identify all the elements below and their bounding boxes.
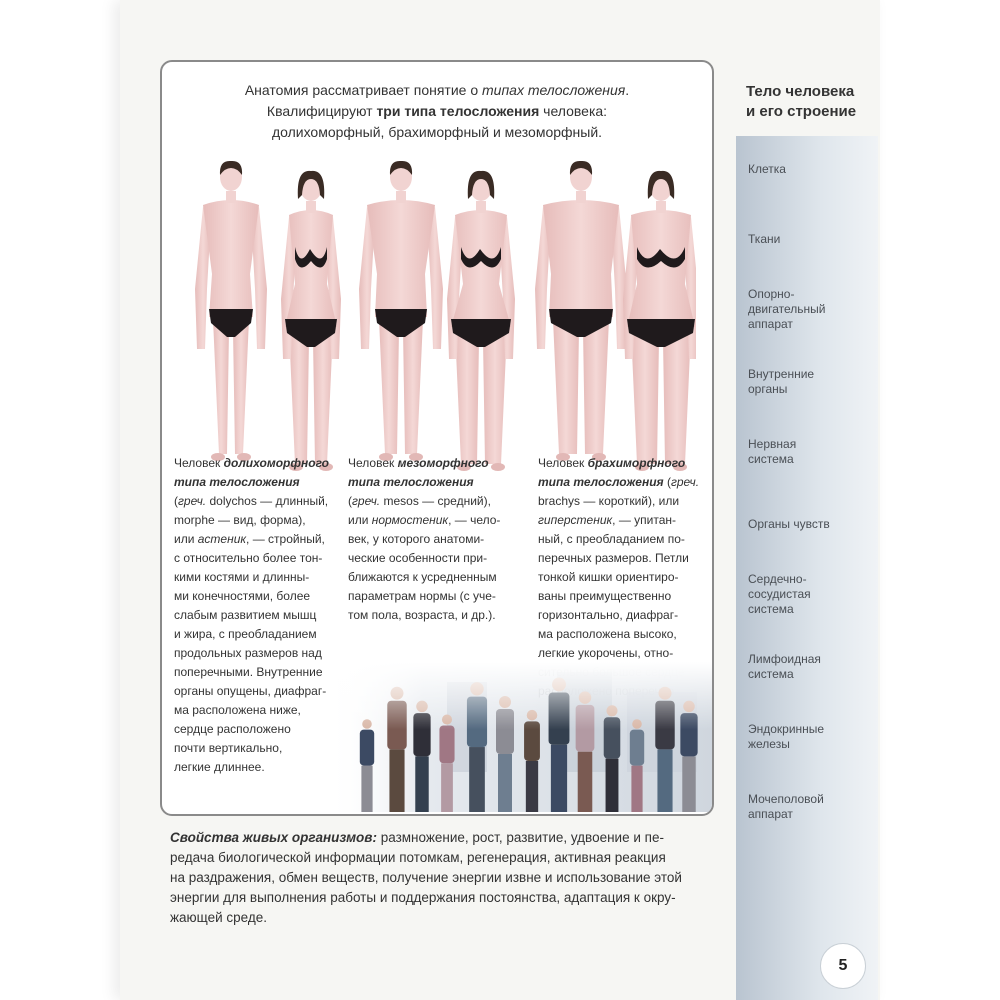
sidebar-item-label: Сердечно- bbox=[748, 572, 807, 586]
sidebar-item-label: Нервная bbox=[748, 437, 797, 451]
sidebar-item-label: двигательный bbox=[748, 302, 826, 316]
mesomorph-description: Человек мезоморфного типа телосложения (греч. mesos — средний), или нормостеник, — чело- век, у которого анатоми- ческие особенности при- ближаются к усредненным параметрам нормы (с уче- том пола, возраста, и др.). bbox=[348, 456, 501, 622]
page-number: 5 bbox=[820, 943, 866, 989]
sidebar-item-8[interactable] bbox=[748, 652, 868, 682]
male-figure bbox=[195, 161, 267, 461]
sidebar-item-9[interactable] bbox=[748, 722, 868, 752]
chapter-sidebar bbox=[736, 136, 878, 1000]
sidebar-item-label: система bbox=[748, 667, 794, 681]
sidebar-item-label: система bbox=[748, 452, 794, 466]
female-figure bbox=[623, 171, 696, 471]
sidebar-item-label: Лимфоидная bbox=[748, 652, 821, 666]
section-title: Тело человека и его строение bbox=[746, 83, 857, 120]
male-figure bbox=[535, 161, 627, 461]
sidebar-item-label: железы bbox=[748, 737, 790, 751]
sidebar-item-2[interactable] bbox=[748, 232, 868, 247]
sidebar-item-label: Мочеполовой bbox=[748, 792, 824, 806]
sidebar-item-7[interactable] bbox=[748, 572, 868, 617]
dolichomorph-description: Человек долихоморфного типа телосложения (греч. dolychos — длинный, morphe — вид, форма), или астеник, — стройный, с относительно более тон- кими костями и длинны- ми конечностями, более слабым развитием мышц и жира, с преобладанием продольных размеров над поперечными. Внутренние органы опущены, диафраг- ма расположена ниже, сердце расположено почти вертикально, легкие длиннее. bbox=[174, 456, 330, 774]
sidebar-item-1[interactable] bbox=[748, 162, 868, 177]
sidebar-item-label: органы bbox=[748, 382, 788, 396]
living-organisms-properties: Свойства живых организмов: размножение, рост, развитие, удвоение и пе- редача биологической информации потомкам, регенерация, активная реакция на раздражения, обмен веществ, получение энергии извне и использование этой энергии для выполнения работы и поддержания постоянства, адаптация к окру- жающей среде. bbox=[170, 830, 682, 925]
male-figure bbox=[359, 161, 443, 461]
sidebar-item-3[interactable] bbox=[748, 287, 868, 332]
sidebar-item-label: Ткани bbox=[748, 232, 781, 246]
sidebar-item-5[interactable] bbox=[748, 437, 868, 467]
female-figure bbox=[447, 171, 515, 471]
intro-text: Анатомия рассматривает понятие о типах телосложения. Квалифицируют три типа телосложения человека: долихоморфный, брахиморфный и мезоморфный. bbox=[244, 82, 630, 140]
sidebar-item-label: система bbox=[748, 602, 794, 616]
sidebar-item-label: Клетка bbox=[748, 162, 786, 176]
sidebar-item-4[interactable] bbox=[748, 367, 868, 397]
female-figure bbox=[281, 171, 341, 471]
sidebar-item-label: сосудистая bbox=[748, 587, 811, 601]
body-types-card bbox=[160, 60, 714, 816]
sidebar-item-label: Внутренние bbox=[748, 367, 815, 381]
sidebar-item-label: Органы чувств bbox=[748, 517, 830, 531]
sidebar-item-label: Опорно- bbox=[748, 287, 795, 301]
sidebar-item-label: Эндокринные bbox=[748, 722, 825, 736]
sidebar-item-6[interactable] bbox=[748, 517, 868, 532]
crowd-photo bbox=[327, 662, 712, 812]
brachymorph-description: Человек брахиморфного типа телосложения (греч. brachys — короткий), или гиперстеник, — упитан- ный, с преобладанием по- перечных размеров. Петли тонкой кишки ориентиро- ваны преимущественно горизонтально, диафраг- ма расположена высоко, легкие укорочены, отно- bbox=[538, 456, 700, 660]
sidebar-item-10[interactable] bbox=[748, 792, 868, 822]
body-type-figures bbox=[176, 157, 696, 497]
sidebar-item-label: аппарат bbox=[748, 807, 793, 821]
sidebar-item-label: аппарат bbox=[748, 317, 793, 331]
